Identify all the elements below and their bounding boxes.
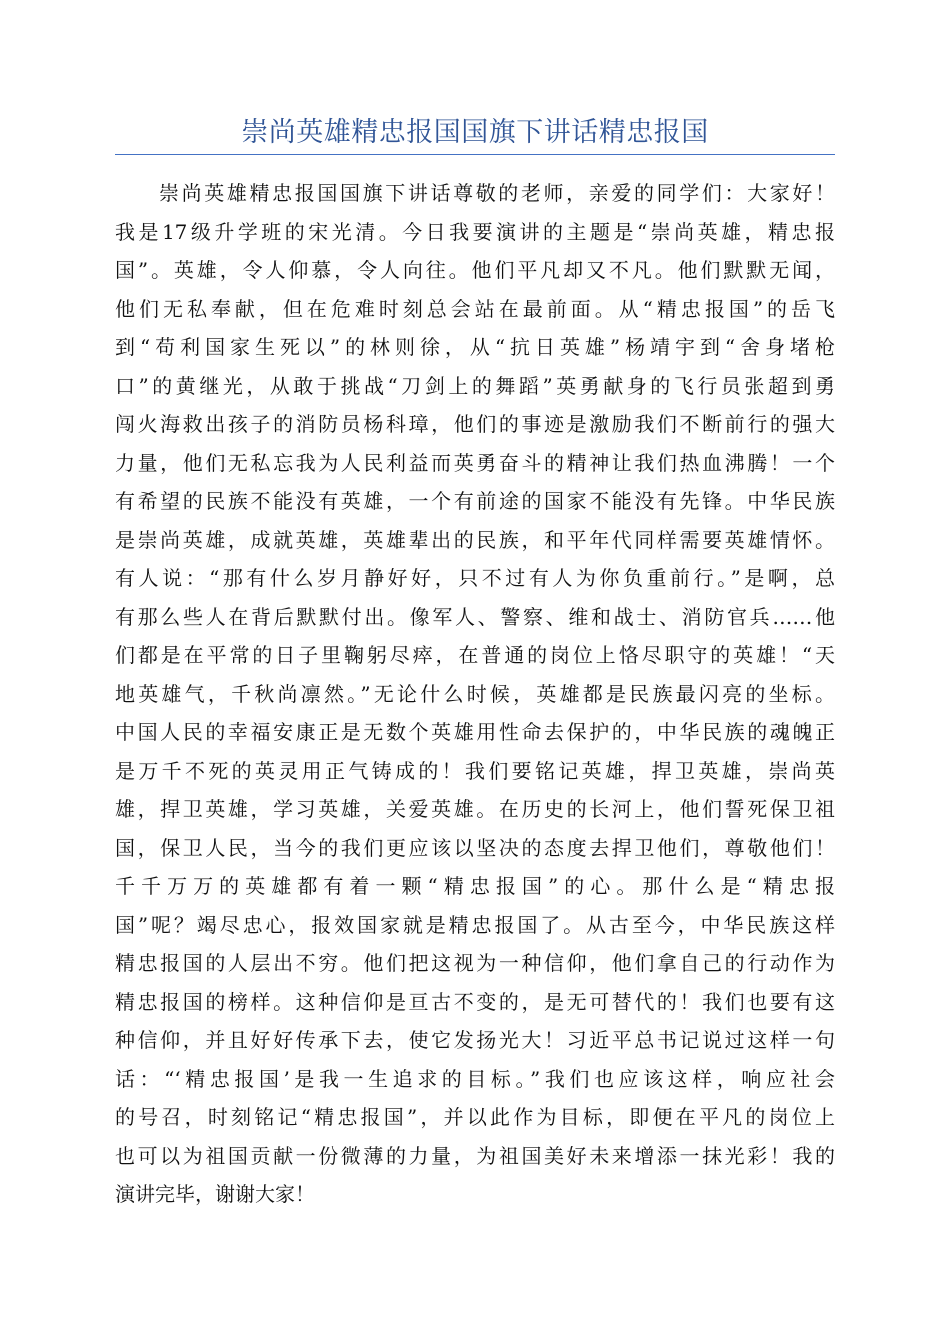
title-underline xyxy=(115,154,835,155)
body-line: 崇尚英雄精忠报国国旗下讲话尊敬的老师，亲爱的同学们：大家好！ xyxy=(159,181,835,205)
body-line: 演讲完毕，谢谢大家！ xyxy=(115,1182,315,1206)
body-line: 种信仰，并且好好传承下去，使它发扬光大！习近平总书记说过这样一句 xyxy=(115,1028,835,1052)
body-line: 千千万万的英雄都有着一颗“精忠报国”的心。那什么是“精忠报 xyxy=(115,874,835,898)
body-line: 到“苟利国家生死以”的林则徐，从“抗日英雄”杨靖宇到“舍身堵枪 xyxy=(115,335,835,359)
body-line: 雄，捍卫英雄，学习英雄，关爱英雄。在历史的长河上，他们誓死保卫祖 xyxy=(115,797,835,821)
body-line: 他们无私奉献，但在危难时刻总会站在最前面。从“精忠报国”的岳飞 xyxy=(115,296,835,321)
body-line: 话：“‘精忠报国’是我一生追求的目标。”我们也应该这样，响应社会 xyxy=(115,1066,835,1091)
body-line: 的号召，时刻铭记“精忠报国”，并以此作为目标，即便在平凡的岗位上 xyxy=(115,1105,835,1129)
body-line: 有希望的民族不能没有英雄，一个有前途的国家不能没有先锋。中华民族 xyxy=(115,489,835,513)
body-line: 有人说：“那有什么岁月静好好，只不过有人为你负重前行。”是啊，总 xyxy=(115,566,835,590)
body-line: 国”。英雄，令人仰慕，令人向往。他们平凡却又不凡。他们默默无闻， xyxy=(115,258,835,282)
body-line: 闯火海救出孩子的消防员杨科璋，他们的事迹是激励我们不断前行的强大 xyxy=(115,412,835,436)
body-line: 地英雄气，千秋尚凛然。”无论什么时候，英雄都是民族最闪亮的坐标。 xyxy=(115,681,835,706)
body-line: 是崇尚英雄，成就英雄，英雄辈出的民族，和平年代同样需要英雄情怀。 xyxy=(115,527,835,552)
body-line: 也可以为祖国贡献一份微薄的力量，为祖国美好未来增添一抹光彩！我的 xyxy=(115,1143,835,1168)
body-line: 有那么些人在背后默默付出。像军人、警察、维和战士、消防官兵……他 xyxy=(115,604,835,629)
body-line: 中国人民的幸福安康正是无数个英雄用性命去保护的，中华民族的魂魄正 xyxy=(115,720,835,744)
body-line: 精忠报国的人层出不穷。他们把这视为一种信仰，他们拿自己的行动作为 xyxy=(115,951,835,975)
body-line: 力量，他们无私忘我为人民利益而英勇奋斗的精神让我们热血沸腾！一个 xyxy=(115,450,835,475)
body-line: 精忠报国的榜样。这种信仰是亘古不变的，是无可替代的！我们也要有这 xyxy=(115,989,835,1014)
body-line: 口”的黄继光，从敢于挑战“刀剑上的舞蹈”英勇献身的飞行员张超到勇 xyxy=(115,373,835,398)
body-line: 我是17级升学班的宋光清。今日我要演讲的主题是“崇尚英雄，精忠报 xyxy=(115,219,835,244)
body-line: 国”呢？竭尽忠心，报效国家就是精忠报国了。从古至今，中华民族这样 xyxy=(115,912,835,937)
body-line: 们都是在平常的日子里鞠躬尽瘁，在普通的岗位上恪尽职守的英雄！“天 xyxy=(115,643,835,667)
document-body xyxy=(115,174,835,1214)
body-line: 国，保卫人民，当今的我们更应该以坚决的态度去捍卫他们，尊敬他们！ xyxy=(115,835,835,860)
body-line: 是万千不死的英灵用正气铸成的！我们要铭记英雄，捍卫英雄，崇尚英 xyxy=(115,758,835,783)
document-title: 崇尚英雄精忠报国国旗下讲话精忠报国 xyxy=(241,117,709,148)
